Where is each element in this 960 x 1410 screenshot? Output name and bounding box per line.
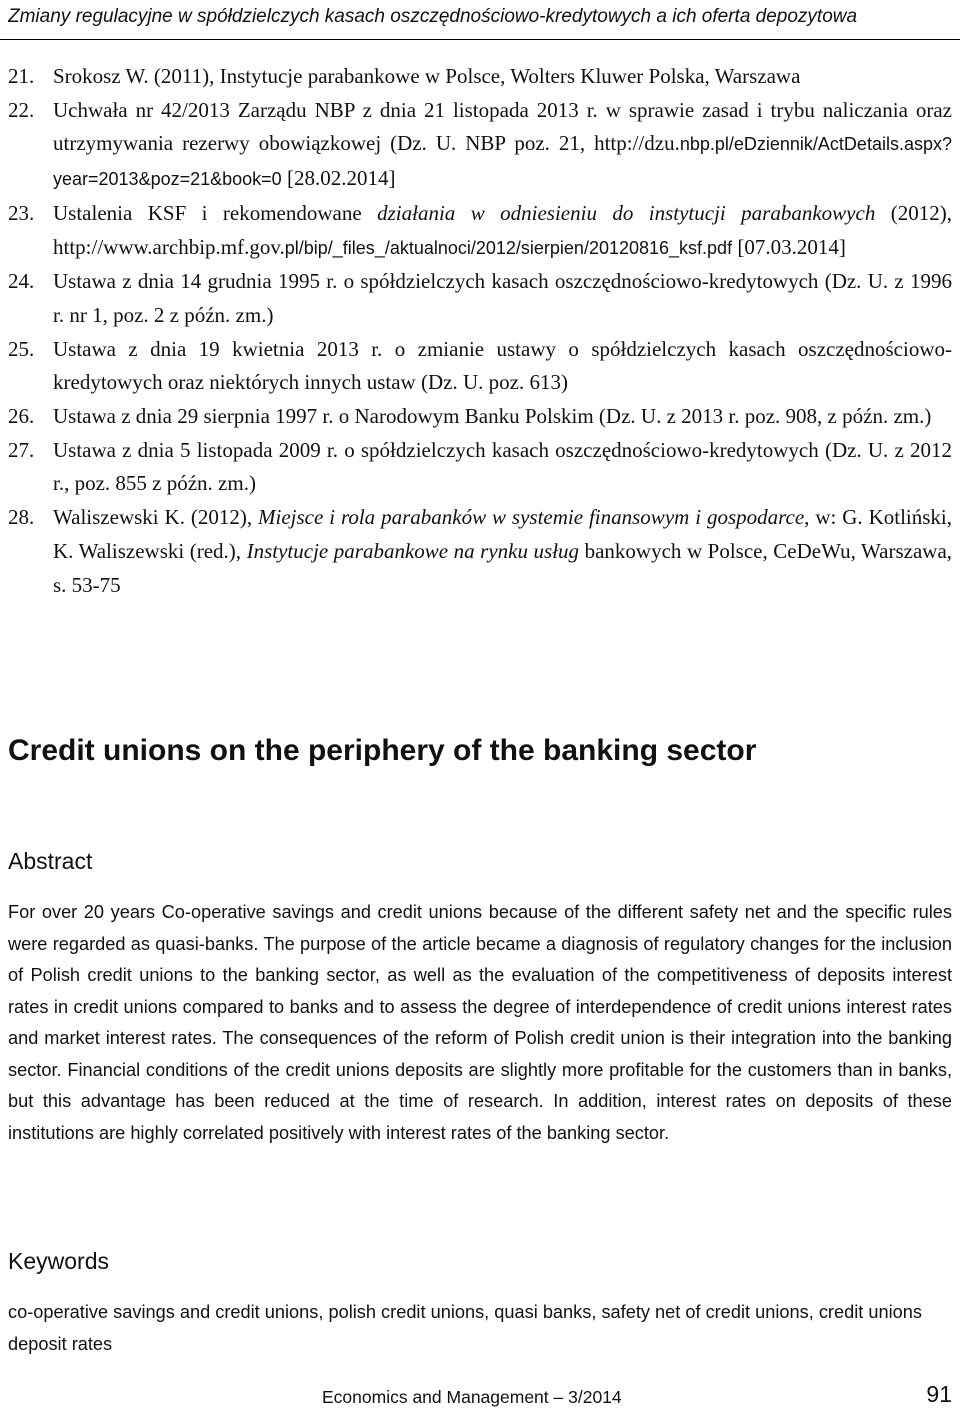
running-head: Zmiany regulacyjne w spółdzielczych kasach oszczędnościowo-kredytowych a ich oferta depozytowa (8, 6, 858, 27)
reference-item (8, 265, 952, 332)
reference-access-date: [07.03.2014] (732, 234, 846, 259)
reference-number: 24. (8, 269, 35, 294)
reference-access-date: [28.02.2014] (281, 166, 396, 191)
reference-item (8, 197, 952, 265)
footer-journal: Economics and Management – 3/2014 (322, 1387, 622, 1407)
reference-text: Ustawa z dnia 14 grudnia 1995 r. o spółdzielczych kasach oszczędnościowo-kredytowych (Dz. U. z 1996 r. nr 1, poz. 2 z późn. zm.) (53, 269, 952, 327)
reference-book-title-italic: Instytucje parabankowe na rynku usług (246, 538, 580, 563)
reference-text: Ustawa z dnia 5 listopada 2009 r. o spółdzielczych kasach oszczędnościowo-kredytowych (Dz. U. z 2012 r., poz. 855 z późn. zm.) (53, 437, 952, 496)
reference-text-part: Ustalenia KSF i rekomendowane (53, 200, 378, 225)
reference-title-italic: Miejsce i rola parabanków w systemie finansowym i gospodarce (258, 505, 805, 530)
reference-item (8, 333, 952, 400)
reference-text-part: bankowych w Polsce, CeDeWu, Warszawa, s. 53-75 (53, 538, 953, 597)
reference-item (8, 434, 952, 501)
keywords-heading: Keywords (8, 1248, 109, 1274)
reference-item (8, 60, 952, 94)
reference-text (53, 94, 952, 197)
reference-number: 22. (8, 97, 35, 122)
reference-item (8, 501, 952, 602)
abstract-heading: Abstract (8, 848, 93, 874)
reference-number: 28. (8, 505, 35, 530)
reference-title-italic: działania w odniesieniu do instytucji parabankowych (377, 200, 876, 225)
reference-text: Srokosz W. (2011), Instytucje parabankowe w Polsce, Wolters Kluwer Polska, Warszawa (53, 64, 801, 88)
reference-text-part: , w: G. Kotliński, K. Waliszewski (red.), (53, 505, 952, 563)
reference-text-part: (2012), http://www.archbip.mf.gov. (53, 200, 952, 259)
reference-text (53, 501, 952, 602)
reference-text-part: Uchwała nr 42/2013 Zarządu NBP z dnia 21 listopada 2013 r. w sprawie zasad i trybu naliczania oraz utrzymywania rezerwy obowiązkowej (Dz. U. NBP poz. 21, http://dzu. (53, 97, 952, 156)
reference-text: Ustawa z dnia 29 sierpnia 1997 r. o Narodowym Banku Polskim (Dz. U. z 2013 r. poz. 908, z późn. zm.) (53, 404, 932, 429)
article-title: Credit unions on the periphery of the banking sector (8, 734, 757, 767)
reference-text-part: Waliszewski K. (2012), (53, 505, 258, 530)
reference-number: 25. (8, 336, 35, 361)
page-number: 91 (926, 1381, 952, 1407)
reference-number: 21. (8, 64, 35, 88)
header-rule (0, 39, 960, 40)
reference-number: 26. (8, 404, 35, 429)
reference-item (8, 94, 952, 197)
reference-number: 23. (8, 200, 35, 225)
reference-number: 27. (8, 437, 35, 462)
reference-list (8, 60, 952, 602)
abstract-text: For over 20 years Co-operative savings and credit unions because of the different safety net and the specific rules were regarded as quasi-banks. The purpose of the article became a diagnosis of regulatory changes for the inclusion of Polish credit unions to the banking sector, as well as the evaluation of the competitiveness of deposits interest rates in credit unions compared to banks and to assess the degree of interdependence of credit unions interest rates and market interest rates. The consequences of the reform of Polish credit union is their integration into the banking sector. Financial conditions of the credit unions deposits are slightly more profitable for the customers than in banks, but this advantage has been reduced at the time of research. In addition, interest rates on deposits of these institutions are highly correlated positively with interest rates of the banking sector. (8, 902, 952, 1143)
reference-link[interactable]: pl/bip/_files_/aktualnoci/2012/sierpien/20120816_ksf.pdf (284, 237, 733, 258)
reference-text (53, 197, 952, 265)
reference-link[interactable]: nbp.pl/eDziennik/ActDetails.aspx?year=2013&poz=21&book=0 (53, 134, 952, 190)
keywords-text: co-operative savings and credit unions, polish credit unions, quasi banks, safety net of credit unions, credit unions deposit rates (8, 1302, 922, 1354)
reference-text: Ustawa z dnia 19 kwietnia 2013 r. o zmianie ustawy o spółdzielczych kasach oszczędnościowo-kredytowych oraz niektórych innych ustaw (Dz. U. poz. 613) (53, 336, 952, 395)
reference-item (8, 400, 952, 434)
